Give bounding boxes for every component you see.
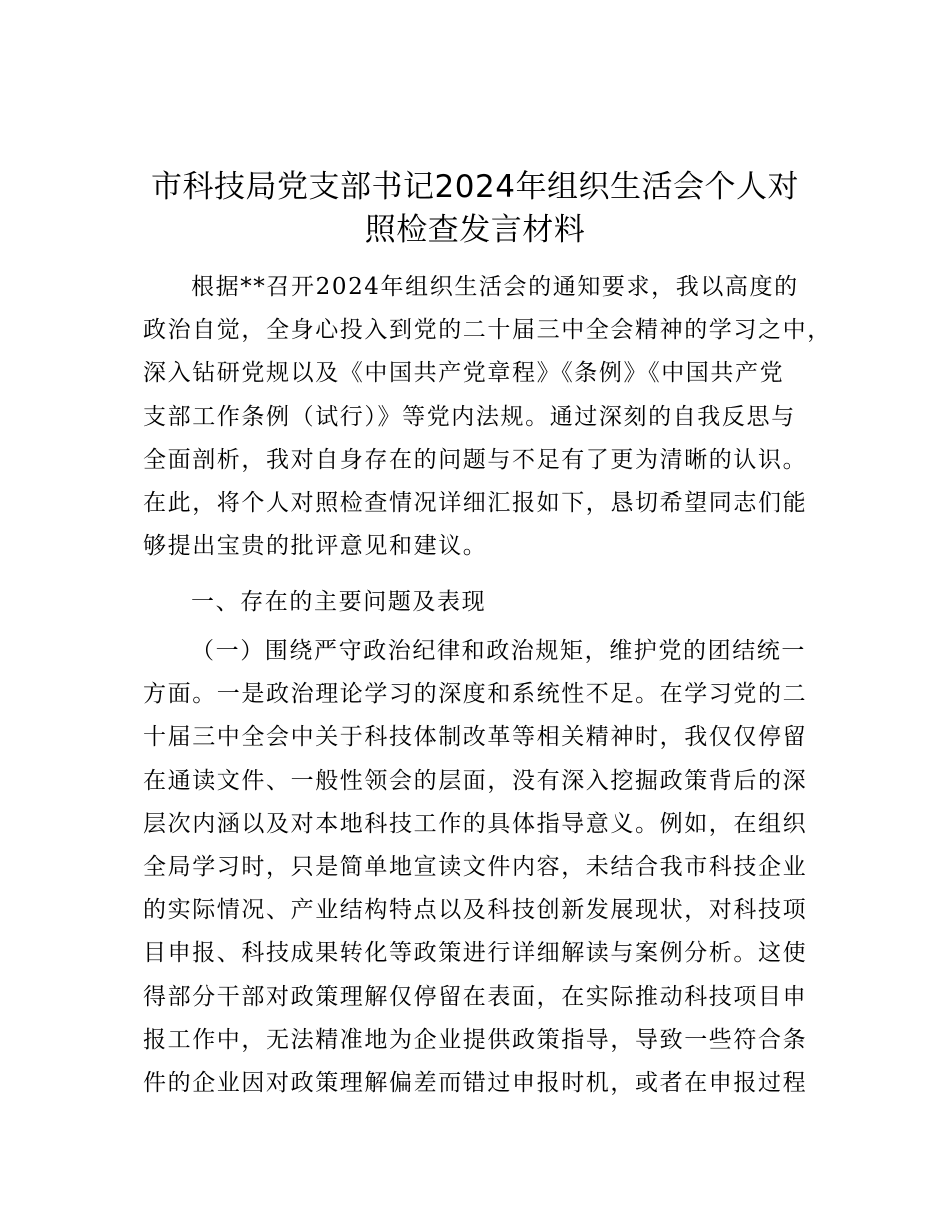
title-line-2: 照检查发言材料: [364, 212, 586, 248]
paragraph-line: 十届三中全会中关于科技体制改革等相关精神时，我仅仅停留: [143, 724, 808, 751]
problem-paragraph: [143, 630, 815, 1105]
paragraph-line: 根据**召开2024年组织生活会的通知要求，我以高度的: [191, 274, 799, 300]
paragraph-line: 支部工作条例（试行）》等党内法规。通过深刻的自我反思与: [143, 403, 796, 430]
paragraph-line: 全面剖析，我对自身存在的问题与不足有了更为清晰的认识。: [143, 446, 808, 473]
paragraph-line: 政治自觉，全身心投入到党的二十届三中全会精神的学习之中，: [143, 317, 832, 344]
paragraph-line: 的实际情况、产业结构特点以及科技创新发展现状，对科技项: [143, 897, 808, 924]
paragraph-line: 层次内涵以及对本地科技工作的具体指导意义。例如，在组织: [143, 810, 808, 837]
paragraph-line: 在通读文件、一般性领会的层面，没有深入挖掘政策背后的深: [143, 767, 808, 794]
paragraph-line: 在此，将个人对照检查情况详细汇报如下，恳切希望同志们能: [143, 489, 808, 516]
paragraph-line: 深入钻研党规以及《中国共产党章程》《条例》《中国共产党: [143, 360, 785, 387]
title-line-1: 市科技局党支部书记2024年组织生活会个人对: [151, 169, 799, 205]
intro-paragraph: [143, 266, 832, 568]
section-heading-text: 一、存在的主要问题及表现: [191, 589, 487, 615]
document-title: [100, 166, 850, 252]
paragraph-line: 目申报、科技成果转化等政策进行详细解读与案例分析。这使: [143, 940, 808, 967]
paragraph-line: 报工作中，无法精准地为企业提供政策指导，导致一些符合条: [143, 1026, 808, 1053]
paragraph-line: 够提出宝贵的批评意见和建议。: [143, 533, 488, 560]
paragraph-line: 件的企业因对政策理解偏差而错过申报时机，或者在申报过程: [143, 1069, 808, 1096]
paragraph-line: （一）围绕严守政治纪律和政治规矩，维护党的团结统一: [191, 638, 806, 664]
paragraph-line: 全局学习时，只是简单地宣读文件内容，未结合我市科技企业: [143, 853, 808, 880]
paragraph-line: 方面。一是政治理论学习的深度和系统性不足。在学习党的二: [143, 681, 808, 708]
section-heading: [143, 581, 815, 624]
paragraph-line: 得部分干部对政策理解仅停留在表面，在实际推动科技项目申: [143, 983, 808, 1010]
